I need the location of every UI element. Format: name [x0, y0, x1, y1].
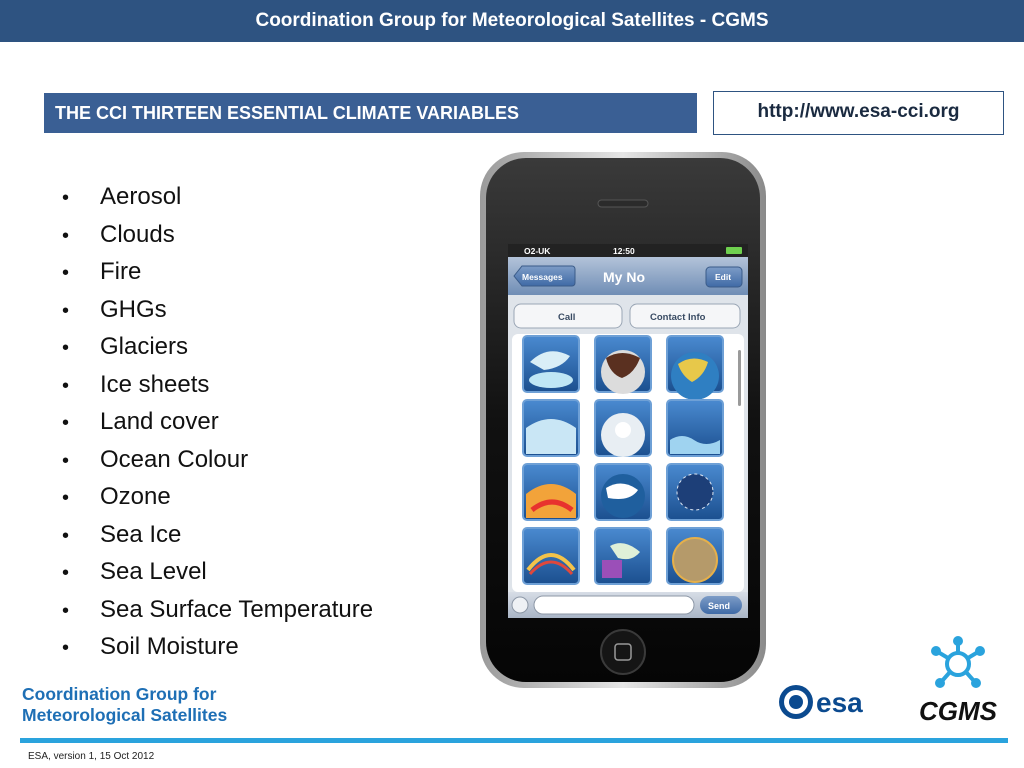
cgms-logo [905, 634, 1011, 726]
list-item: • Clouds [62, 220, 175, 248]
list-item: • GHGs [62, 295, 167, 323]
list-item: • Ice sheets [62, 370, 210, 398]
list-item: • Aerosol [62, 183, 182, 210]
edit-label[interactable]: Edit [715, 272, 732, 282]
home-button[interactable] [601, 630, 645, 674]
url-box[interactable] [713, 91, 1004, 135]
speaker-slot [598, 200, 648, 207]
battery-icon [726, 247, 742, 254]
section-title-bar [44, 93, 697, 133]
cgms-satellite-icon [938, 642, 978, 681]
list-item: • Sea Surface Temperature [62, 595, 374, 623]
cgms-logo-graphic [905, 634, 1011, 726]
clock-label: 12:50 [613, 246, 635, 256]
footer-version-note: ESA, version 1, 15 Oct 2012 [28, 751, 155, 762]
list-item: • Land cover [62, 408, 219, 435]
contact-info-label[interactable]: Contact Info [650, 312, 706, 323]
section-title: THE CCI THIRTEEN ESSENTIAL CLIMATE VARIABLES [55, 103, 520, 123]
list-item: • Sea Level [62, 558, 207, 585]
url-link[interactable]: http://www.esa-cci.org [757, 101, 960, 122]
climate-icon-grid [523, 336, 723, 400]
svg-text:CGMS: CGMS [919, 696, 997, 726]
messages-back-label[interactable]: Messages [522, 272, 563, 282]
esa-logo-graphic [776, 682, 880, 722]
carrier-label: O2-UK [524, 246, 551, 256]
call-label[interactable]: Call [558, 312, 576, 323]
footer-divider [20, 738, 1008, 743]
esa-logo [776, 682, 880, 722]
list-item: • Ozone [62, 483, 171, 510]
message-input[interactable] [534, 596, 694, 614]
list-item: • Ocean Colour [62, 445, 249, 473]
header-title: Coordination Group for Meteorological Satellites - CGMS [255, 10, 769, 31]
phone-image [478, 150, 768, 690]
send-label[interactable]: Send [708, 601, 731, 611]
nav-title: My No [603, 269, 645, 285]
list-item: • Fire [62, 258, 142, 285]
scrollbar[interactable] [738, 350, 741, 406]
camera-icon[interactable] [512, 597, 528, 613]
phone-illustration [478, 150, 768, 690]
list-item: • Soil Moisture [62, 633, 239, 660]
list-item: • Glaciers [62, 333, 189, 360]
list-item: • Sea Ice [62, 520, 182, 548]
footer-org-name: Coordination Group for Meteorological Satellites [22, 684, 228, 725]
header-bar [0, 0, 1024, 42]
climate-variables-list [62, 178, 373, 666]
svg-text:esa: esa [816, 687, 863, 718]
